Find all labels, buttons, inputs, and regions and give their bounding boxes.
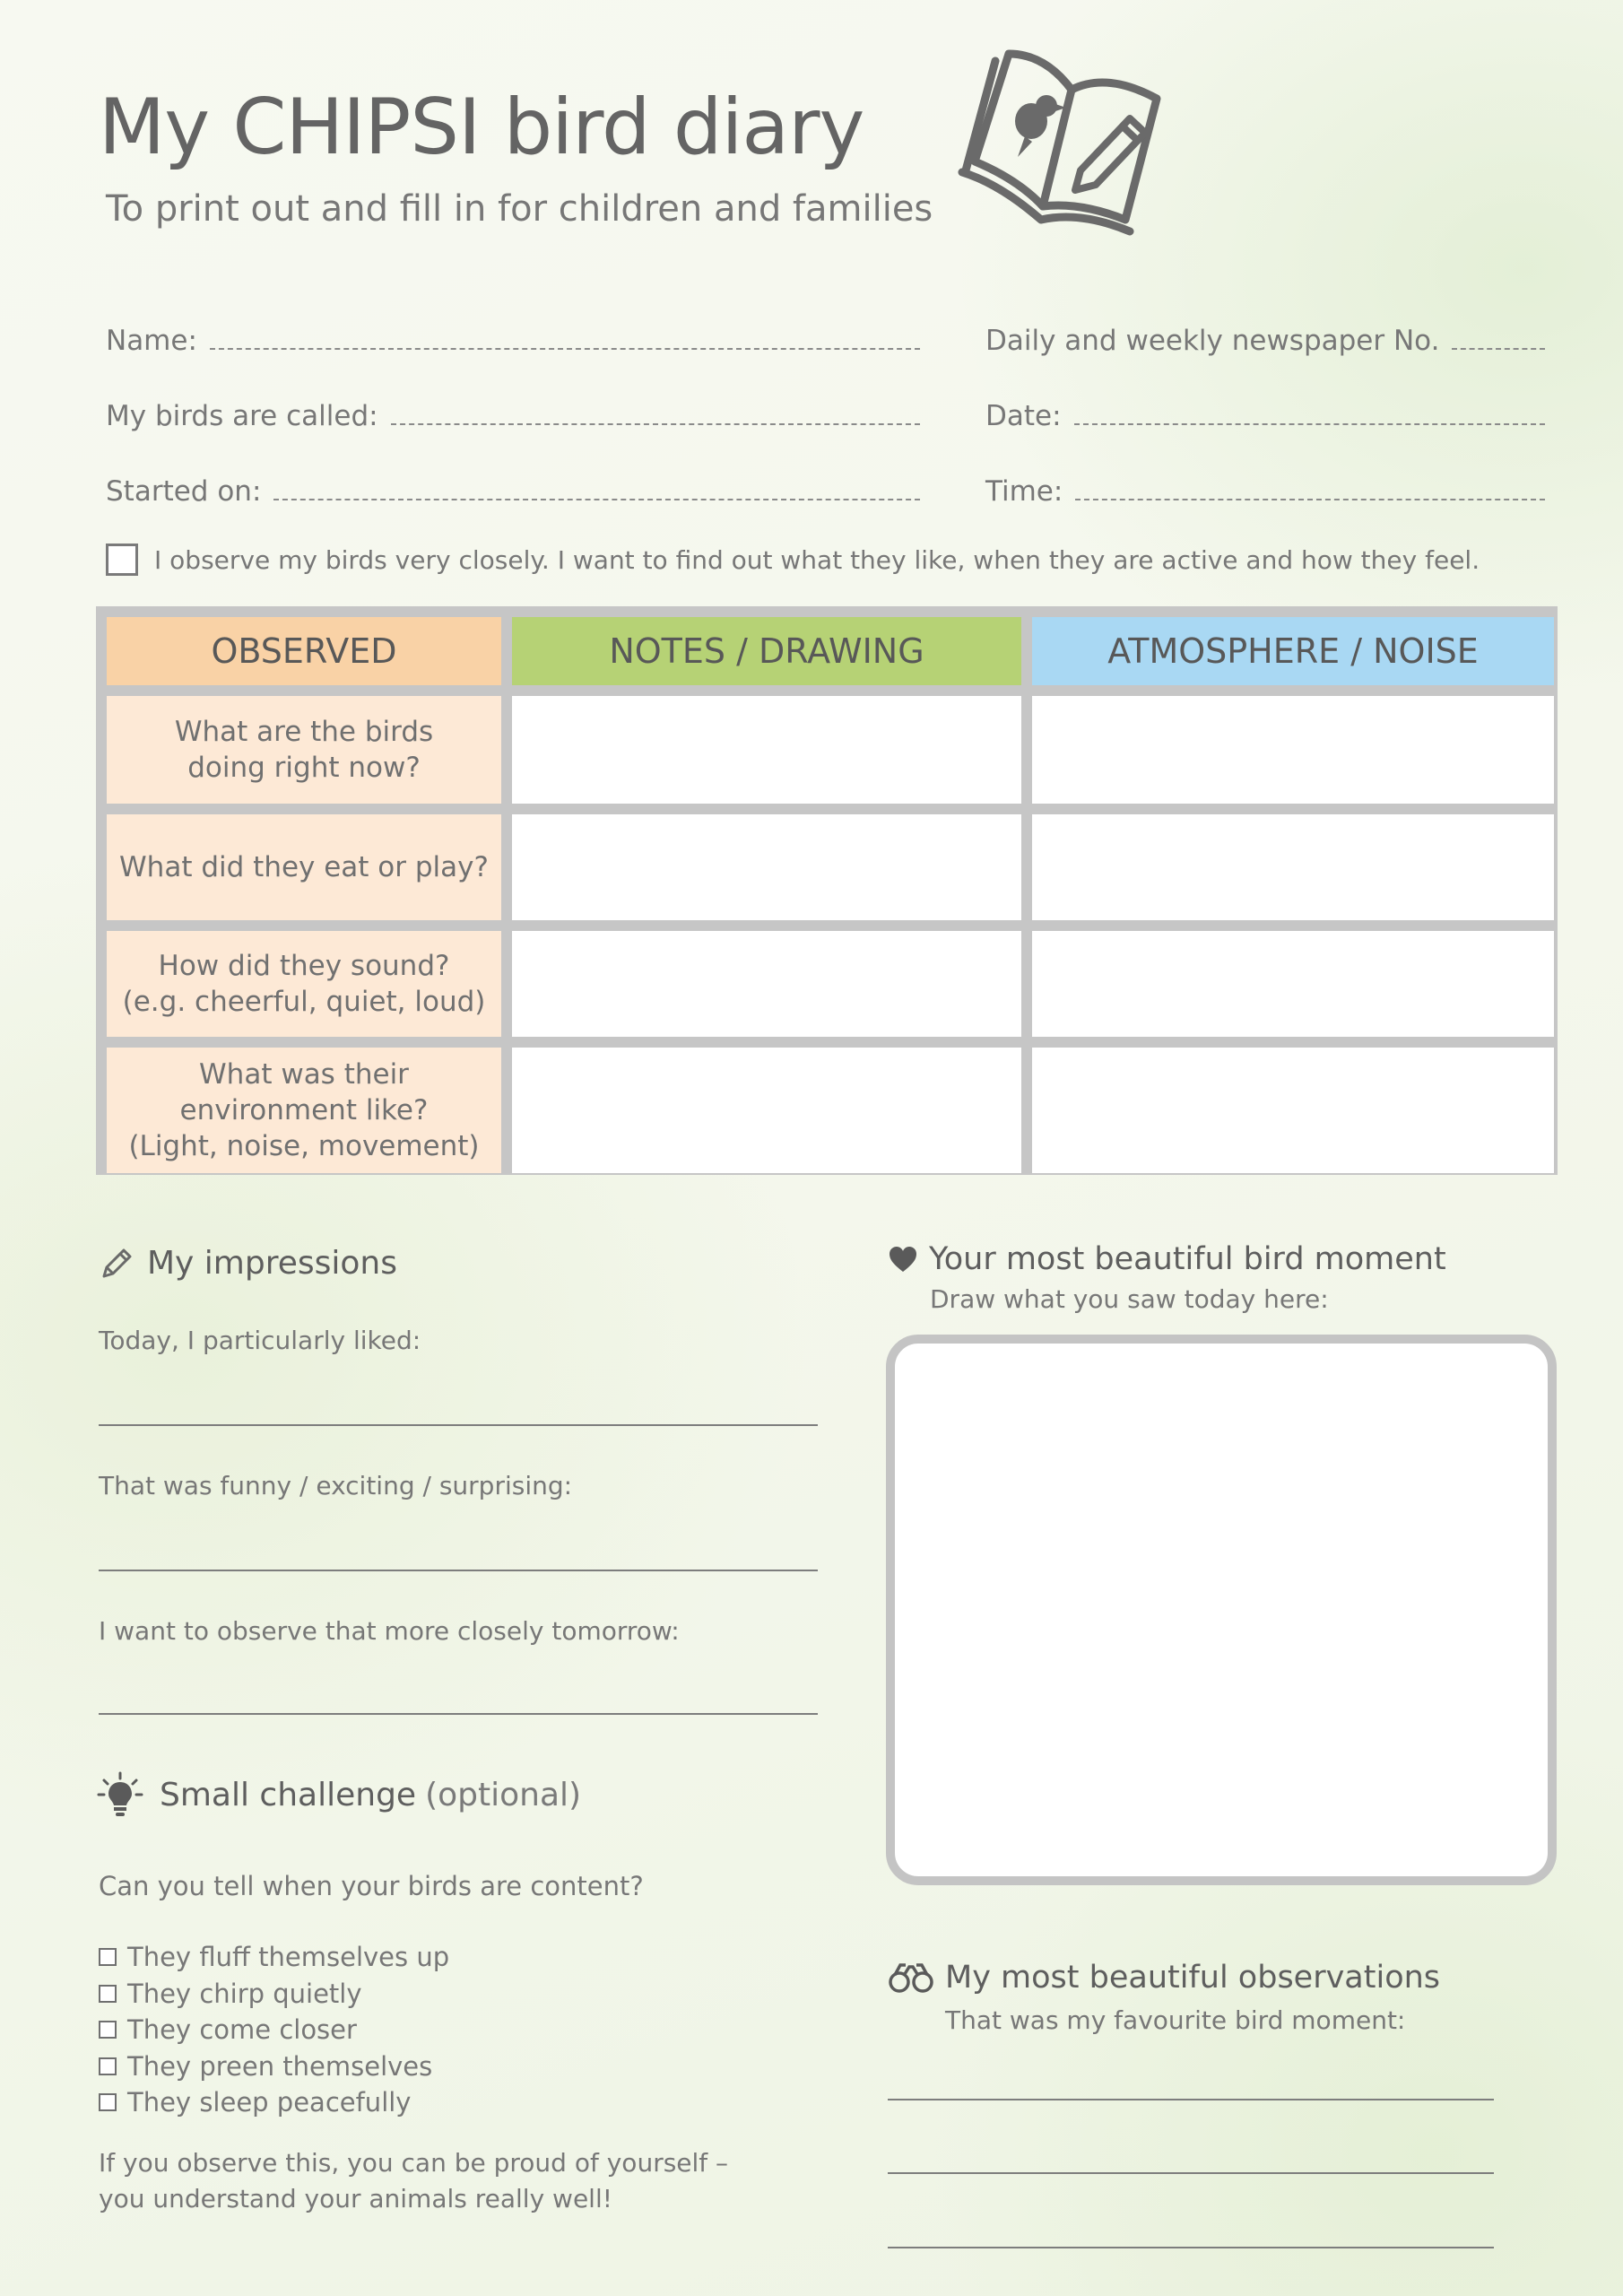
- observe-checkbox[interactable]: [106, 544, 138, 576]
- time-label: Time:: [985, 475, 1063, 508]
- bird-names-blank[interactable]: [391, 402, 920, 425]
- binoculars-icon: [888, 1961, 934, 1994]
- impressions-heading: [99, 1245, 397, 1282]
- row-question-eat-play: What did they eat or play?: [107, 814, 501, 920]
- challenge-question: Can you tell when your birds are content?: [99, 1871, 644, 1901]
- impressions-title: My impressions: [147, 1245, 397, 1282]
- name-label: Name:: [106, 325, 197, 357]
- challenge-checkbox[interactable]: [99, 2093, 117, 2111]
- name-blank[interactable]: [210, 326, 920, 350]
- page-subtitle: To print out and fill in for children and families: [106, 188, 933, 230]
- observations-title: My most beautiful observations: [945, 1960, 1441, 1996]
- impression-line-funny[interactable]: [99, 1570, 818, 1571]
- challenge-item-label: They chirp quietly: [127, 1978, 362, 2009]
- open-book-bird-pencil-icon: [946, 36, 1179, 242]
- observation-line-2[interactable]: [888, 2172, 1494, 2174]
- row-question-sound: How did they sound? (e.g. cheerful, quiet, loud): [107, 931, 501, 1037]
- challenge-item-label: They fluff themselves up: [127, 1942, 450, 1973]
- atmosphere-cell-eat-play[interactable]: [1032, 814, 1554, 920]
- atmosphere-cell-sound[interactable]: [1032, 931, 1554, 1037]
- row-question-environment: What was their environment like? (Light, noise, movement): [107, 1048, 501, 1173]
- time-field[interactable]: [985, 475, 1545, 508]
- challenge-item: [99, 2084, 449, 2121]
- bird-names-field[interactable]: [106, 400, 920, 432]
- pencil-icon: [99, 1246, 135, 1282]
- date-field[interactable]: [985, 400, 1545, 432]
- time-blank[interactable]: [1075, 477, 1545, 500]
- newspaper-number-label: Daily and weekly newspaper No.: [985, 325, 1440, 357]
- started-on-field[interactable]: [106, 475, 920, 508]
- challenge-list: [99, 1939, 449, 2121]
- challenge-item-label: They sleep peacefully: [127, 2087, 412, 2118]
- challenge-title: Small challenge: [160, 1776, 417, 1813]
- heart-icon: [888, 1245, 918, 1274]
- challenge-closing: If you observe this, you can be proud of yourself – you understand your animals really well!: [99, 2148, 729, 2213]
- notes-cell-environment[interactable]: [512, 1048, 1021, 1173]
- newspaper-number-blank[interactable]: [1452, 326, 1545, 350]
- notes-cell-eat-play[interactable]: [512, 814, 1021, 920]
- started-on-label: Started on:: [106, 475, 262, 508]
- newspaper-number-field[interactable]: [985, 325, 1545, 357]
- challenge-checkbox[interactable]: [99, 2021, 117, 2039]
- challenge-item-label: They preen themselves: [127, 2050, 433, 2082]
- impression-line-liked[interactable]: [99, 1424, 818, 1426]
- lightbulb-icon: [97, 1771, 143, 1818]
- challenge-checkbox[interactable]: [99, 1985, 117, 2003]
- impression-prompt-liked: Today, I particularly liked:: [99, 1326, 421, 1355]
- challenge-checkbox[interactable]: [99, 2057, 117, 2075]
- notes-cell-activity[interactable]: [512, 696, 1021, 804]
- impression-prompt-funny: That was funny / exciting / surprising:: [99, 1471, 573, 1500]
- page-title: My CHIPSI bird diary: [99, 83, 864, 172]
- date-blank[interactable]: [1074, 402, 1545, 425]
- name-field[interactable]: [106, 325, 920, 357]
- challenge-heading: [97, 1771, 581, 1818]
- observe-pledge: [106, 544, 1480, 576]
- drawing-area[interactable]: [886, 1335, 1557, 1885]
- observation-line-3[interactable]: [888, 2247, 1494, 2248]
- observations-subtitle: That was my favourite bird moment:: [945, 2005, 1406, 2035]
- started-on-blank[interactable]: [273, 477, 920, 500]
- challenge-item: [99, 1939, 449, 1976]
- observe-statement: I observe my birds very closely. I want to find out what they like, when they are active and how they feel.: [154, 544, 1480, 575]
- row-question-activity: What are the birds doing right now?: [107, 696, 501, 804]
- bird-names-label: My birds are called:: [106, 400, 378, 432]
- challenge-item: [99, 1976, 449, 2013]
- observation-line-1[interactable]: [888, 2099, 1494, 2100]
- header-observed: OBSERVED: [107, 617, 501, 685]
- moment-subtitle: Draw what you saw today here:: [930, 1284, 1329, 1314]
- notes-cell-sound[interactable]: [512, 931, 1021, 1037]
- date-label: Date:: [985, 400, 1062, 432]
- atmosphere-cell-activity[interactable]: [1032, 696, 1554, 804]
- challenge-item: [99, 2048, 449, 2085]
- atmosphere-cell-environment[interactable]: [1032, 1048, 1554, 1173]
- impression-line-tomorrow[interactable]: [99, 1713, 818, 1715]
- observation-table: [96, 606, 1558, 1175]
- challenge-item: [99, 2012, 449, 2048]
- challenge-optional: (optional): [425, 1776, 582, 1813]
- moment-title: Your most beautiful bird moment: [929, 1241, 1446, 1277]
- moment-heading: [888, 1241, 1446, 1277]
- header-atmosphere-noise: ATMOSPHERE / NOISE: [1032, 617, 1554, 685]
- challenge-checkbox[interactable]: [99, 1948, 117, 1966]
- challenge-item-label: They come closer: [127, 2014, 357, 2046]
- impression-prompt-tomorrow: I want to observe that more closely tomorrow:: [99, 1616, 680, 1646]
- observations-heading: [888, 1960, 1440, 1996]
- header-notes-drawing: NOTES / DRAWING: [512, 617, 1021, 685]
